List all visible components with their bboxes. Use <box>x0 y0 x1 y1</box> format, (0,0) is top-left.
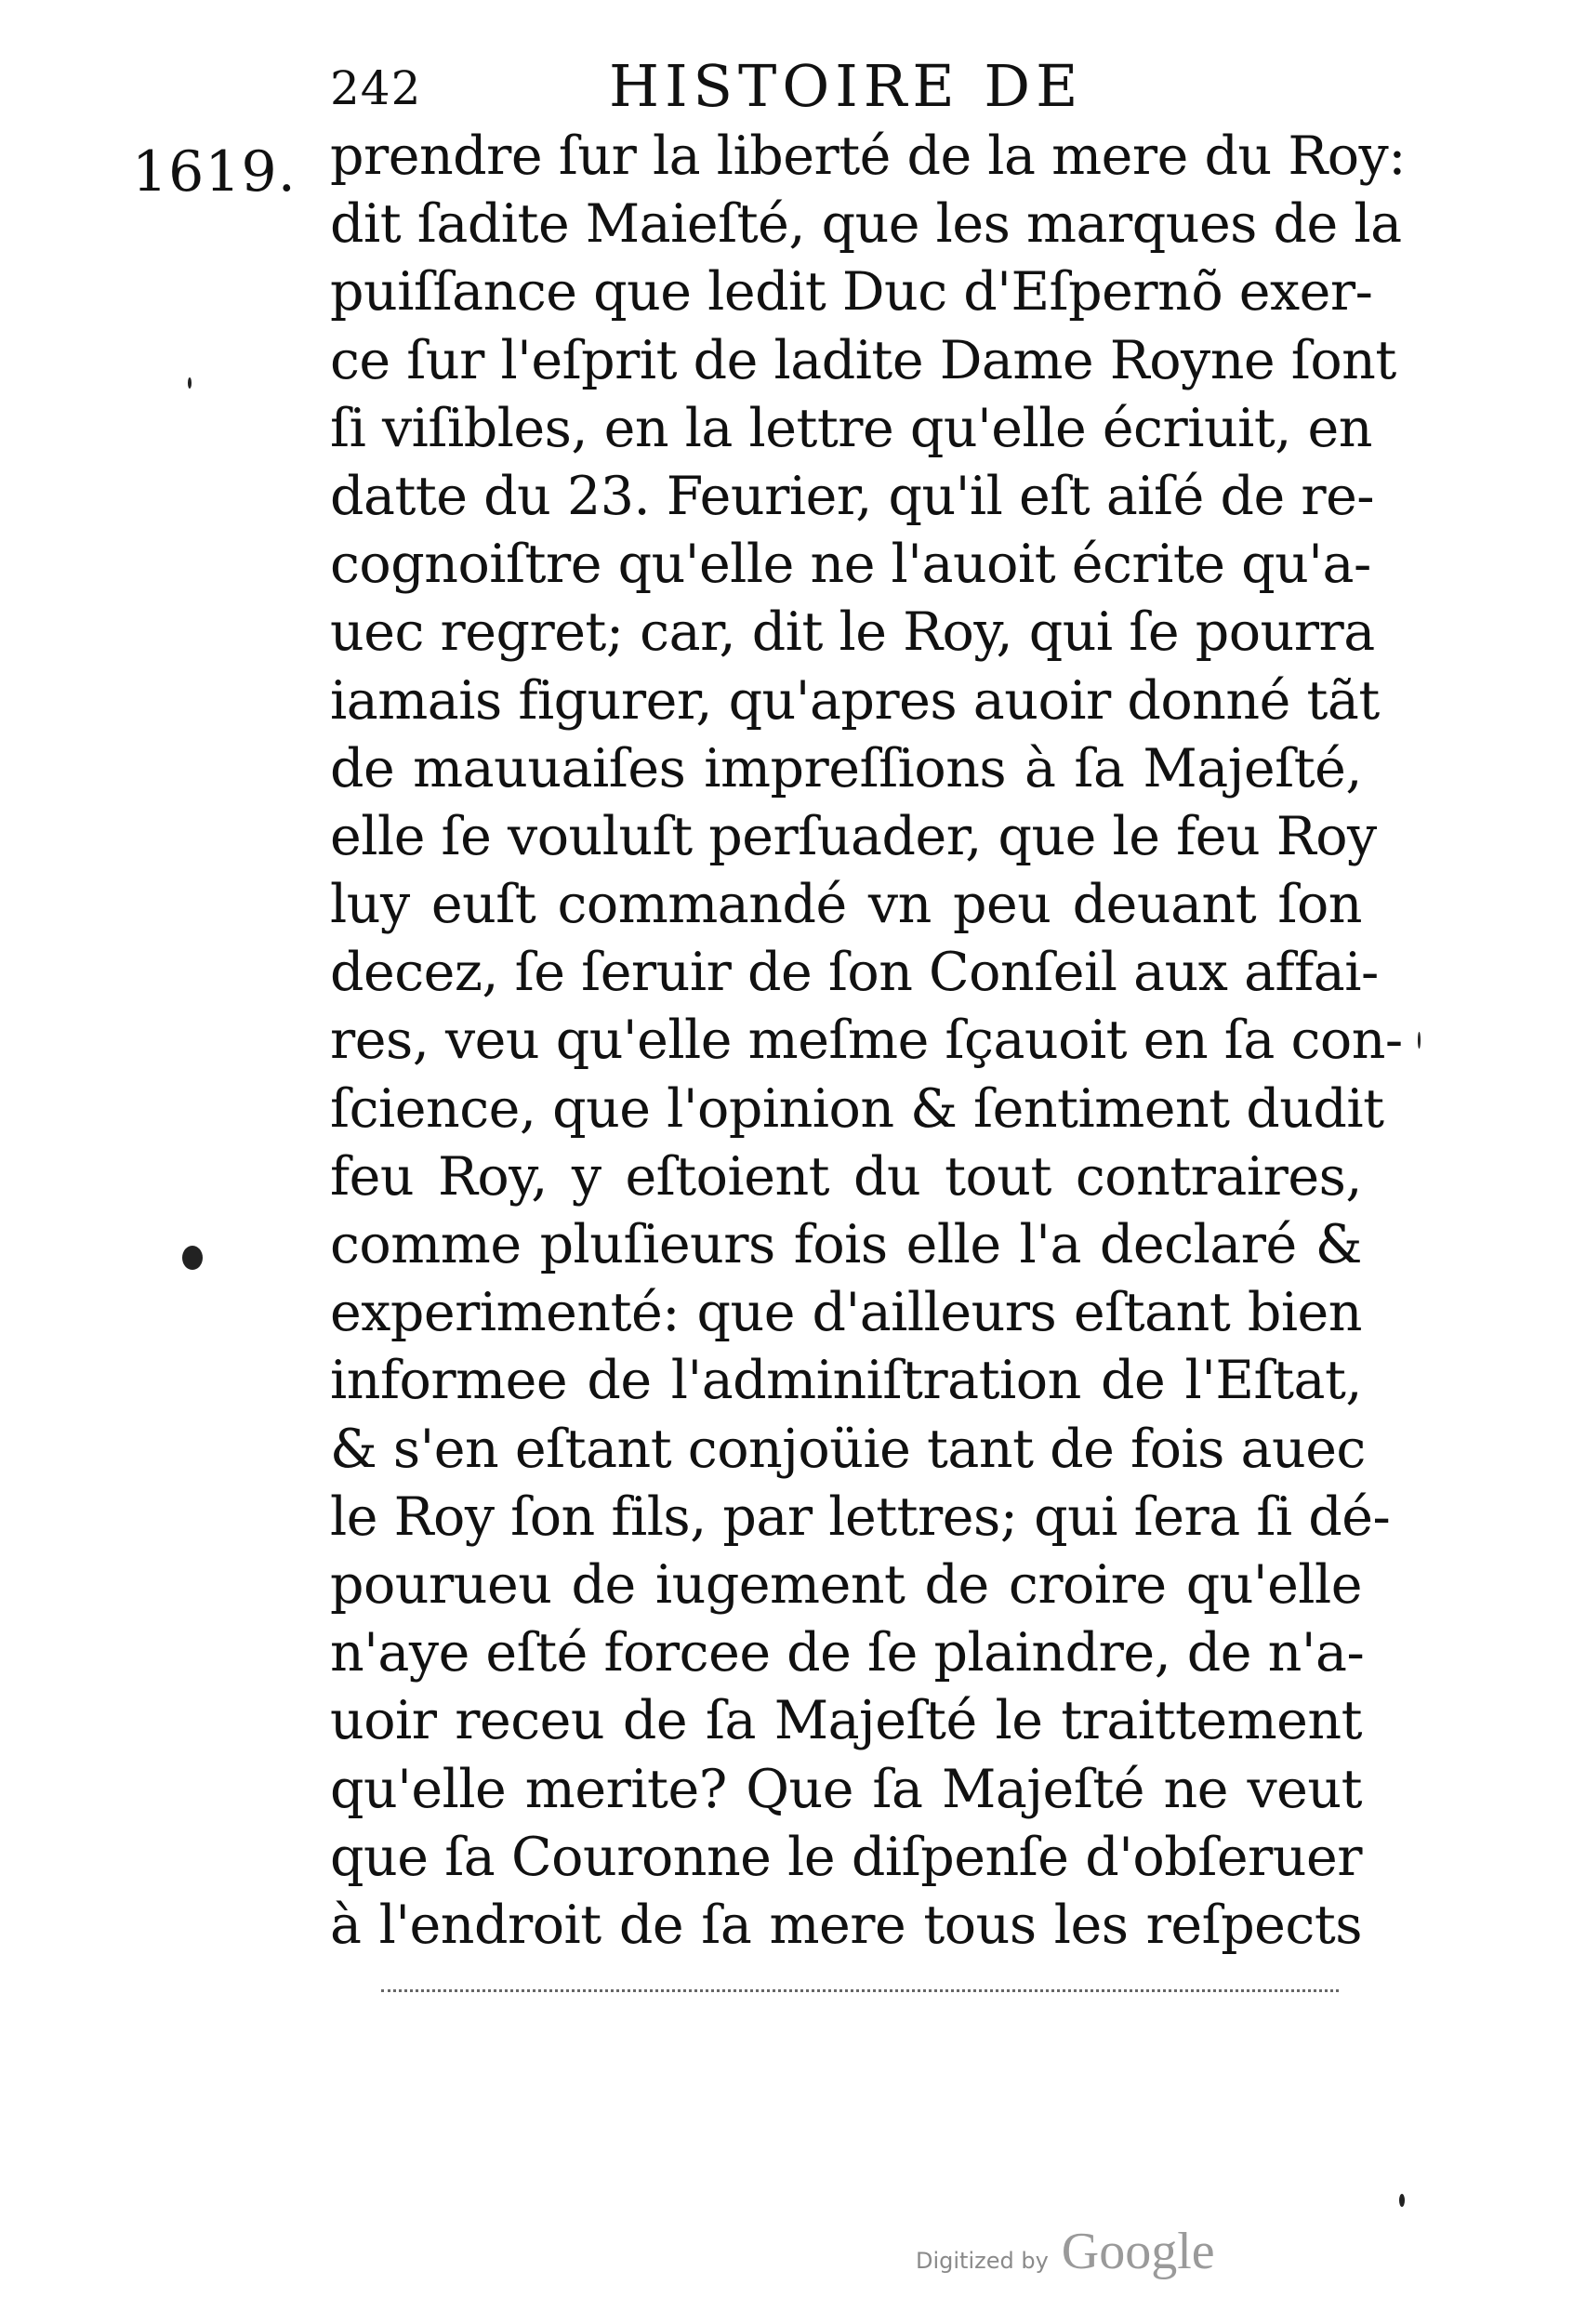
text-line: qu'elle merite? Que ſa Majeſté ne veut <box>330 1758 1362 1820</box>
text-line: ce ſur l'eſprit de ladite Dame Royne ſont <box>330 329 1396 391</box>
text-line: le Roy ſon fils, par lettres; qui ſera ſi dé- <box>330 1486 1391 1548</box>
text-line: res, veu qu'elle meſme ſçauoit en ſa con- <box>330 1010 1403 1072</box>
text-line: cognoiſtre qu'elle ne l'auoit écrite qu'a- <box>330 534 1371 596</box>
page-number: 242 <box>330 61 422 115</box>
body-text <box>330 123 1406 1960</box>
text-line: dit ſadite Maieſté, que les marques de la <box>330 193 1402 256</box>
ink-speck <box>1399 2194 1405 2207</box>
digitized-by-label: Digitized by <box>916 2248 1049 2274</box>
text-line: comme pluſieurs fois elle l'a declaré & <box>330 1214 1362 1275</box>
text-line: luy euſt commandé vn peu deuant ſon <box>330 874 1362 936</box>
text-line: de mauuaiſes impreſſions à ſa Majeſté, <box>330 737 1362 799</box>
text-line: datte du 23. Feurier, qu'il eſt aiſé de re- <box>330 465 1375 527</box>
text-line: à l'endroit de ſa mere tous les reſpects <box>330 1894 1362 1956</box>
text-line: pourueu de iugement de croire qu'elle <box>330 1553 1362 1616</box>
text-line: feu Roy, y eſtoient du tout contraires, <box>330 1145 1362 1208</box>
text-line: prendre ſur la liberté de la mere du Roy: <box>330 125 1406 187</box>
ink-speck <box>182 1246 203 1270</box>
text-line: n'aye eſté forcee de ſe plaindre, de n'a- <box>330 1622 1365 1684</box>
text-line: uoir receu de ſa Majeſté le traittement <box>330 1690 1362 1752</box>
page-header <box>330 45 1167 119</box>
text-line: ſcience, que l'opinion & ſentiment dudit <box>330 1077 1384 1140</box>
text-line: uec regret; car, dit le Roy, qui ſe pourra <box>330 601 1375 664</box>
bottom-dotted-rule <box>381 1989 1339 1992</box>
running-title: HISTOIRE DE <box>609 52 1084 120</box>
text-line: & s'en eſtant conjoüie tant de fois auec <box>330 1418 1366 1480</box>
text-line: elle ſe vouluſt perſuader, que le feu Roy <box>330 805 1377 867</box>
text-line: puiſſance que ledit Duc d'Eſpernõ exer- <box>330 261 1373 324</box>
text-line: que ſa Couronne le diſpenſe d'obſeruer <box>330 1826 1362 1888</box>
text-line: ſi viſibles, en la lettre qu'elle écriuit, en <box>330 397 1372 459</box>
ink-speck <box>1418 1032 1421 1049</box>
margin-year-note: 1619. <box>132 139 297 205</box>
digitized-by-google-watermark <box>916 2222 1215 2278</box>
text-line: informee de l'adminiſtration de l'Eſtat, <box>330 1350 1362 1412</box>
text-line: iamais figurer, qu'apres auoir donné tãt <box>330 669 1380 732</box>
google-logo: Google <box>1061 2223 1215 2280</box>
ink-speck <box>188 377 192 389</box>
text-line: decez, ſe ſeruir de ſon Conſeil aux affai- <box>330 942 1379 1004</box>
text-line: experimenté: que d'ailleurs eſtant bien <box>330 1282 1362 1344</box>
